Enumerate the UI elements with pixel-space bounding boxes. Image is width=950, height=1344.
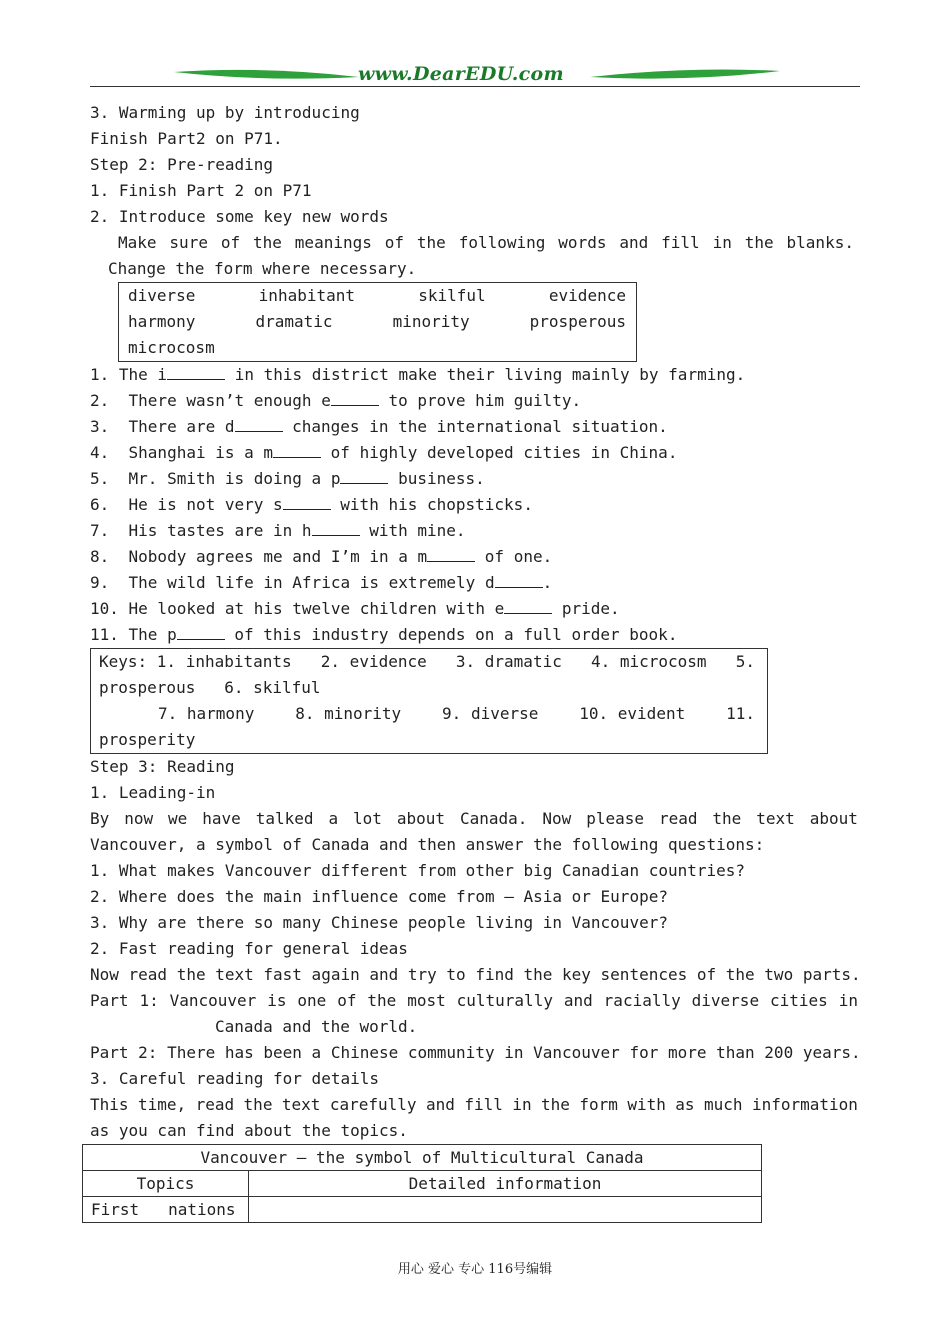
word: 10. evident xyxy=(579,704,686,723)
exercise-text: changes in the international situation. xyxy=(282,417,668,436)
word-row xyxy=(128,283,626,309)
page-header xyxy=(90,60,860,90)
word: the xyxy=(253,233,282,252)
question-line: 3. Why are there so many Chinese people living in Vancouver? xyxy=(90,913,668,932)
word: prosperous xyxy=(529,312,626,331)
exercise-text: to prove him guilty. xyxy=(378,391,582,410)
exercise-text: 10. He looked at his twelve children with e xyxy=(90,599,505,618)
keys-row: prosperous 6. skilful xyxy=(99,678,321,697)
word: racially xyxy=(603,991,681,1010)
word: one xyxy=(297,991,327,1010)
table-title: Vancouver – the symbol of Multicultural Canada xyxy=(83,1145,762,1171)
word-row: microcosm xyxy=(128,338,215,357)
left-swoosh-icon xyxy=(174,68,359,82)
exercise-item xyxy=(90,596,620,622)
word: dramatic xyxy=(255,312,333,331)
word: text xyxy=(281,1095,321,1114)
exercise-item xyxy=(90,544,552,570)
word: talked xyxy=(255,809,314,828)
word: sure xyxy=(169,233,208,252)
word: the xyxy=(744,233,774,252)
word: evidence xyxy=(548,286,626,305)
answer-blank[interactable] xyxy=(504,598,552,614)
word: Vancouver xyxy=(169,991,257,1010)
header-rule xyxy=(90,86,860,87)
word: Make xyxy=(118,233,157,252)
word: the xyxy=(416,233,446,252)
text-line xyxy=(90,1092,858,1118)
word: information xyxy=(751,1095,858,1114)
word: about xyxy=(396,809,446,828)
right-swoosh-icon xyxy=(590,68,780,82)
exercise-text: of this industry depends on a full order book. xyxy=(224,625,678,644)
exercise-text: 9. The wild life in Africa is extremely d xyxy=(90,573,495,592)
word: in xyxy=(838,991,858,1010)
text-line: Finish Part2 on P71. xyxy=(90,129,283,148)
word: skilful xyxy=(418,286,486,305)
word: 2. evidence xyxy=(320,652,427,671)
answer-blank[interactable] xyxy=(235,416,283,432)
text-line: Now read the text fast again and try to find the key sentences of the two parts. xyxy=(90,965,861,984)
word: harmony xyxy=(128,312,196,331)
exercise-text: 11. The p xyxy=(90,625,177,644)
word: and xyxy=(563,991,593,1010)
word: 9. diverse xyxy=(442,704,539,723)
word: text xyxy=(756,809,795,828)
word: the xyxy=(367,991,397,1010)
exercise-text: 3. There are d xyxy=(90,417,235,436)
exercise-item xyxy=(90,492,533,518)
word: This xyxy=(90,1095,129,1114)
exercise-item xyxy=(90,414,668,440)
table-cell-topic: First nations xyxy=(83,1197,249,1223)
table-cell-detail[interactable] xyxy=(249,1197,762,1223)
question-line: 2. Where does the main influence come from – Asia or Europe? xyxy=(90,887,668,906)
word: meanings xyxy=(294,233,372,252)
text-line: Part 2: There has been a Chinese community in Vancouver for more than 200 years. xyxy=(90,1043,861,1062)
text-line xyxy=(90,806,858,832)
exercise-text: 7. His tastes are in h xyxy=(90,521,312,540)
word: lot xyxy=(353,809,382,828)
word: and xyxy=(619,233,649,252)
word: time, xyxy=(137,1095,187,1114)
word: the xyxy=(541,1095,570,1114)
answer-blank[interactable] xyxy=(495,572,543,588)
keys-row xyxy=(99,649,755,675)
instruction-line xyxy=(118,230,854,256)
word: diverse xyxy=(691,991,760,1010)
text-line: 2. Fast reading for general ideas xyxy=(90,939,408,958)
exercise-text: 6. He is not very s xyxy=(90,495,283,514)
exercise-text: . xyxy=(542,573,553,592)
word: now xyxy=(124,809,154,828)
word: in xyxy=(512,1095,532,1114)
word: carefully xyxy=(329,1095,417,1114)
word: and xyxy=(426,1095,455,1114)
word: Part xyxy=(90,991,129,1010)
exercise-text: 8. Nobody agrees me and I’m in a m xyxy=(90,547,428,566)
word: 4. microcosm xyxy=(590,652,707,671)
word: the xyxy=(243,1095,273,1114)
info-table xyxy=(82,1144,762,1223)
word: following xyxy=(458,233,546,252)
exercise-item xyxy=(90,388,581,414)
answer-blank[interactable] xyxy=(167,364,225,380)
word: of xyxy=(384,233,405,252)
word: 3. dramatic xyxy=(455,652,562,671)
text-line: Canada and the world. xyxy=(215,1017,418,1036)
answer-blank[interactable] xyxy=(340,468,388,484)
exercise-text: of highly developed cities in China. xyxy=(321,443,678,462)
text-line: 1. Finish Part 2 on P71 xyxy=(90,181,312,200)
text-line: Vancouver, a symbol of Canada and then answer the following questions: xyxy=(90,835,765,854)
word: 5. xyxy=(735,652,755,671)
text-line: 3. Warming up by introducing xyxy=(90,103,360,122)
exercise-text: with mine. xyxy=(359,521,466,540)
word: as xyxy=(675,1095,695,1114)
word: 8. minority xyxy=(295,704,402,723)
text-line: as you can find about the topics. xyxy=(90,1121,408,1140)
word: the xyxy=(712,809,742,828)
word: cities xyxy=(769,991,828,1010)
word: is xyxy=(267,991,287,1010)
word: diverse xyxy=(128,286,196,305)
word: By xyxy=(90,809,110,828)
word: have xyxy=(202,809,241,828)
word: words xyxy=(558,233,607,252)
word: Keys: 1. inhabitants xyxy=(99,652,292,671)
exercise-text: 1. The i xyxy=(90,365,168,384)
answer-blank[interactable] xyxy=(331,390,379,406)
word: form xyxy=(579,1095,618,1114)
site-logo: www.DearEDU.com xyxy=(358,63,564,85)
answer-blank[interactable] xyxy=(283,494,331,510)
word: 7. harmony xyxy=(158,704,255,723)
answer-blank[interactable] xyxy=(273,442,321,458)
question-line: 1. What makes Vancouver different from other big Canadian countries? xyxy=(90,861,746,880)
word: in xyxy=(712,233,732,252)
word: read xyxy=(658,809,698,828)
text-line: 2. Introduce some key new words xyxy=(90,207,389,226)
exercise-item xyxy=(90,518,466,544)
word: we xyxy=(168,809,188,828)
page-footer: 用心 爱心 专心 116号编辑 xyxy=(397,1262,553,1277)
text-line: Step 2: Pre-reading xyxy=(90,155,274,174)
word: Now xyxy=(542,809,572,828)
text-line: 1. Leading-in xyxy=(90,783,216,802)
exercise-text: in this district make their living mainly by farming. xyxy=(225,365,746,384)
word: 11. xyxy=(726,704,755,723)
answer-blank[interactable] xyxy=(177,624,225,640)
word: blanks. xyxy=(786,233,854,252)
exercise-item xyxy=(90,622,677,648)
word: inhabitant xyxy=(258,286,355,305)
word: with xyxy=(627,1095,666,1114)
exercise-item xyxy=(90,440,677,466)
word: of xyxy=(337,991,357,1010)
word: Canada. xyxy=(459,809,528,828)
keys-row: prosperity xyxy=(99,730,196,749)
keys-row xyxy=(158,701,755,727)
word: much xyxy=(704,1095,743,1114)
exercise-text: pride. xyxy=(552,599,620,618)
answer-blank[interactable] xyxy=(312,520,360,536)
exercise-text: business. xyxy=(388,469,485,488)
text-line: 3. Careful reading for details xyxy=(90,1069,379,1088)
word: minority xyxy=(392,312,470,331)
word: read xyxy=(195,1095,235,1114)
table-header-details: Detailed information xyxy=(249,1171,762,1197)
word: fill xyxy=(464,1095,503,1114)
text-line xyxy=(90,988,858,1014)
answer-blank[interactable] xyxy=(427,546,475,562)
word-row xyxy=(128,309,626,335)
section-heading: Step 3: Reading xyxy=(90,757,235,776)
exercise-item xyxy=(90,466,485,492)
exercise-text: 2. There wasn’t enough e xyxy=(90,391,331,410)
instruction-line: Change the form where necessary. xyxy=(108,259,417,278)
exercise-item xyxy=(90,570,552,596)
word: a xyxy=(328,809,339,828)
exercise-text: of one. xyxy=(475,547,553,566)
word: culturally xyxy=(456,991,553,1010)
exercise-item xyxy=(90,362,745,388)
word: of xyxy=(220,233,241,252)
table-header-topics: Topics xyxy=(83,1171,249,1197)
exercise-text: with his chopsticks. xyxy=(330,495,533,514)
word: most xyxy=(407,991,446,1010)
exercise-text: 4. Shanghai is a m xyxy=(90,443,274,462)
word: about xyxy=(809,809,858,828)
word: fill xyxy=(661,233,700,252)
word: please xyxy=(586,809,644,828)
exercise-text: 5. Mr. Smith is doing a p xyxy=(90,469,341,488)
word: 1: xyxy=(139,991,159,1010)
